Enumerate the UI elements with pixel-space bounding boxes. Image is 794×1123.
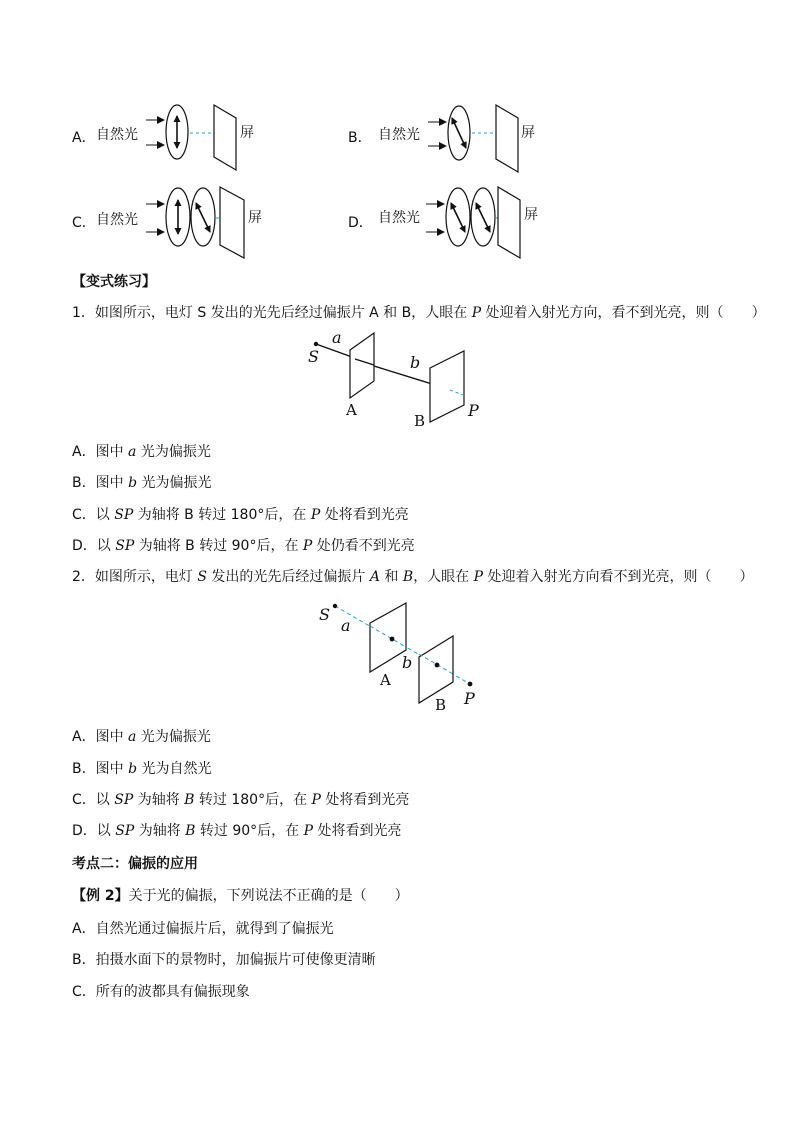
q1-figure bbox=[300, 328, 500, 433]
q1-option-d[interactable]: D．以 SP 为轴将 B 转过 90°后，在 P 处仍看不到光亮 bbox=[72, 538, 415, 554]
q2-figure-label-b: b bbox=[402, 653, 413, 672]
q1-option-c[interactable]: C．以 SP 为轴将 B 转过 180°后，在 P 处将看到光亮 bbox=[72, 507, 409, 523]
ex2-option-b[interactable]: B．拍摄水面下的景物时，加偏振片可使像更清晰 bbox=[72, 952, 376, 968]
option-c-screen-label: 屏 bbox=[248, 210, 262, 226]
section-heading-kaodian2: 考点二：偏振的应用 bbox=[72, 856, 198, 872]
q1-figure-label-polarizer-b: B bbox=[414, 412, 426, 430]
q2-figure-label-polarizer-b: B bbox=[435, 696, 447, 714]
q2-option-b[interactable]: B．图中 b 光为自然光 bbox=[72, 761, 212, 777]
option-a-screen-label: 屏 bbox=[240, 125, 254, 141]
section-heading-variant: 【变式练习】 bbox=[72, 274, 156, 290]
q1-option-a[interactable]: A．图中 a 光为偏振光 bbox=[72, 444, 211, 460]
option-b-natural-light-label: 自然光 bbox=[378, 127, 420, 143]
option-a-letter: A． bbox=[72, 130, 96, 146]
option-b-letter: B． bbox=[348, 130, 372, 146]
q1-figure-label-a: a bbox=[332, 328, 342, 347]
option-d-figure bbox=[422, 180, 562, 265]
q2-stem: 2．如图所示，电灯 S 发出的光先后经过偏振片 A 和 B，人眼在 P 处迎着入射光方向看不到光亮，则（ ） bbox=[72, 569, 754, 585]
q2-figure bbox=[310, 595, 490, 714]
q2-figure-label-polarizer-a: A bbox=[380, 671, 391, 689]
q1-figure-label-s: S bbox=[308, 347, 319, 366]
q2-option-a[interactable]: A．图中 a 光为偏振光 bbox=[72, 729, 211, 745]
ex2-option-a[interactable]: A．自然光通过偏振片后，就得到了偏振光 bbox=[72, 921, 334, 937]
option-b-screen-label: 屏 bbox=[521, 125, 535, 141]
q1-figure-label-p: P bbox=[468, 401, 479, 420]
q2-figure-label-a: a bbox=[341, 616, 351, 635]
option-d-letter: D． bbox=[348, 215, 373, 231]
q2-figure-label-p: P bbox=[464, 689, 475, 708]
ex2-option-c[interactable]: C．所有的波都具有偏振现象 bbox=[72, 984, 250, 1000]
q1-figure-label-b: b bbox=[410, 353, 421, 372]
q2-figure-label-s: S bbox=[319, 605, 330, 624]
option-d-screen-label: 屏 bbox=[524, 207, 538, 223]
q2-option-d[interactable]: D．以 SP 为轴将 B 转过 90°后，在 P 处将看到光亮 bbox=[72, 823, 402, 839]
q1-stem: 1．如图所示，电灯 S 发出的光先后经过偏振片 A 和 B，人眼在 P 处迎着入射光方向，看不到光亮，则（ ） bbox=[72, 305, 766, 321]
ex2-stem: 【例 2】关于光的偏振，下列说法不正确的是（ ） bbox=[72, 888, 409, 904]
option-c-letter: C． bbox=[72, 215, 96, 231]
q1-option-b[interactable]: B．图中 b 光为偏振光 bbox=[72, 475, 212, 491]
option-d-natural-light-label: 自然光 bbox=[378, 210, 420, 226]
q1-figure-label-polarizer-a: A bbox=[346, 401, 357, 419]
option-a-natural-light-label: 自然光 bbox=[96, 127, 138, 143]
q2-option-c[interactable]: C．以 SP 为轴将 B 转过 180°后，在 P 处将看到光亮 bbox=[72, 792, 410, 808]
option-c-natural-light-label: 自然光 bbox=[96, 212, 138, 228]
